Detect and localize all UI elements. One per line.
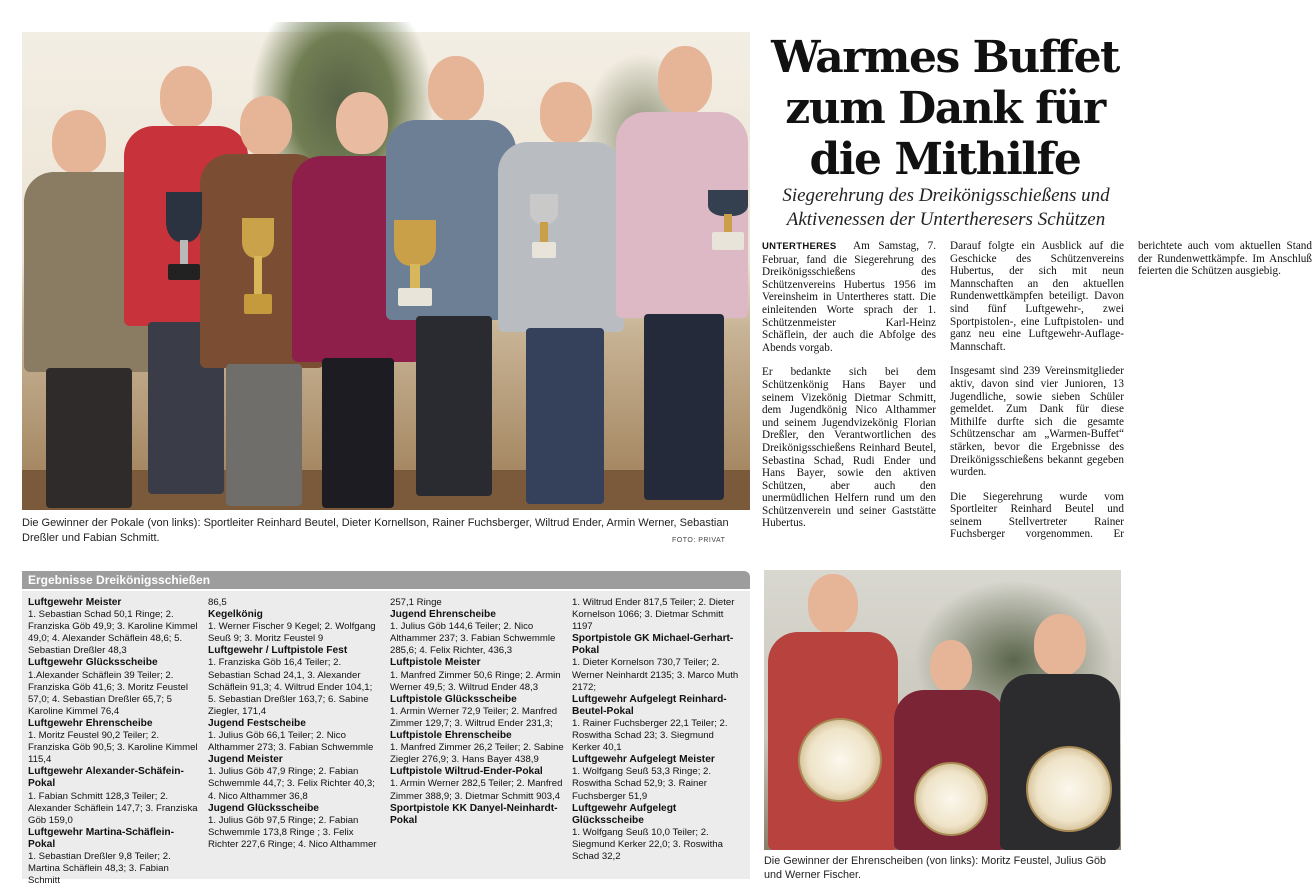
- result-entry: 1. Wiltrud Ender 817,5 Teiler; 2. Dieter Kornelson 1066; 3. Dietmar Schmitt 1197: [572, 597, 735, 633]
- result-entry: 1. Julius Göb 97,5 Ringe; 2. Fabian Schwemmle 173,8 Ringe ; 3. Felix Richter 227,6 Ringe; 4. Nico Althammer: [208, 814, 377, 850]
- trophy: [162, 172, 206, 282]
- target-disc: [798, 718, 882, 802]
- article-paragraph: Darauf folgte ein Ausblick auf die Geschicke des Schützenvereins Hubertus, der sich mit neun Mannschaften an den aktuellen Rundenwettkämpfen beteiligt. Davon sind fünf Luftgewehr-, zwei Sportpistolen-, eine Luftpistolen- und ganz neu eine Luftgewehr-Auflage-Mannschaft.: [950, 240, 1124, 353]
- result-entry: 1. Julius Göb 47,9 Ringe; 2. Fabian Schwemmle 44,7; 3. Felix Richter 40,3; 4. Nico Althammer 36,8: [208, 766, 375, 802]
- result-category: Luftpistole Wiltrud-Ender-Pokal: [390, 766, 543, 778]
- trophy: [528, 182, 560, 262]
- results-column: [208, 597, 382, 851]
- result-category: Luftgewehr Glücksscheibe: [28, 657, 158, 669]
- result-entry: 1. Manfred Zimmer 26,2 Teiler; 2. Sabine Ziegler 276,9; 3. Hans Bayer 438,9: [390, 742, 564, 766]
- article-paragraph: Die Siegerehrung wurde vom Sportleiter Reinhard Beutel und seinem Stellvertreter Rainer Fuchsberger vorgenommen. Er berichtete auch vom aktuellen Stand der Rundenwettkämpfe. Im Anschluß feierten die Schützen ausgiebig.: [950, 240, 1312, 541]
- article-paragraph: Er bedankte sich bei dem Schützenkönig Hans Bayer und seinem Vizekönig Dietmar Schmitt, dem Jugendkönig Nico Althammer und seinem Jugendvizekönig Florian Dreßler, den Verantwortlichen des Dreikönigsschießens Reinhard Beutel, Sebastina Schad, Rudi Ender und Hans Bayer, sowie den aktiven Schützen, aber auch den unermüdlichen Helfern rund um den Schützenverein und seiner Gaststätte Hubertus.: [762, 366, 936, 530]
- second-photo-caption: Die Gewinner der Ehrenscheiben (von links): Moritz Feustel, Julius Göb und Werner Fischer.: [764, 855, 1107, 881]
- result-entry: 1.Alexander Schäflein 39 Teiler; 2. Franziska Göb 41,6; 3. Moritz Feustel 57,0; 4. Sebastian Dreßler 65,7; 5 Karoline Kimmel 76,4: [28, 669, 188, 717]
- result-entry: 1. Armin Werner 72,9 Teiler; 2. Manfred Zimmer 129,7; 3. Wiltrud Ender 231,3;: [390, 705, 558, 729]
- result-entry: 1. Julius Göb 66,1 Teiler; 2. Nico Althammer 273; 3. Fabian Schwemmle: [208, 730, 374, 754]
- result-entry: 1. Werner Fischer 9 Kegel; 2. Wolfgang Seuß 9; 3. Moritz Feustel 9: [208, 621, 376, 645]
- result-category: Luftgewehr Ehrenscheibe: [28, 717, 153, 729]
- result-entry: 1. Fabian Schmitt 128,3 Teiler; 2. Alexander Schäflein 147,7; 3. Franziska Göb 159,0: [28, 790, 198, 826]
- result-category: Jugend Meister: [208, 754, 283, 766]
- result-category: Luftgewehr / Luftpistole Fest: [208, 645, 348, 657]
- person-figure: [768, 574, 898, 850]
- result-category: Luftpistole Ehrenscheibe: [390, 730, 512, 742]
- result-entry: 86,5: [208, 597, 227, 608]
- main-photo-caption: Die Gewinner der Pokale (von links): Sportleiter Reinhard Beutel, Dieter Kornellson, Rainer Fuchsberger, Wiltrud Ender, Armin Werner, Sebastian Dreßler und Fabian Schmitt.: [22, 517, 729, 544]
- result-entry: 1. Julius Göb 144,6 Teiler; 2. Nico Althammer 237; 3. Fabian Schwemmle 285,6; 4. Felix Richter, 436,3: [390, 621, 556, 657]
- result-category: Luftpistole Glücksscheibe: [390, 693, 517, 705]
- result-entry: 1. Dieter Kornelson 730,7 Teiler; 2. Werner Neinhardt 2135; 3. Marco Muth 2172;: [572, 657, 739, 693]
- result-category: Kegelkönig: [208, 609, 263, 621]
- photo-credit: FOTO: PRIVAT: [672, 537, 726, 544]
- result-category: Luftpistole Meister: [390, 657, 481, 669]
- result-entry: 1. Wolfgang Seuß 53,3 Ringe; 2. Roswitha Schad 52,9; 3. Rainer Fuchsberger 51,9: [572, 766, 712, 802]
- result-entry: 1. Moritz Feustel 90,2 Teiler; 2. Franziska Göb 90,5; 3. Karoline Kimmel 115,4: [28, 730, 198, 766]
- result-category: Sportpistole GK Michael-Gerhart-Pokal: [572, 633, 734, 657]
- headline-line: Warmes Buffet: [771, 32, 1119, 83]
- headline: [770, 32, 1120, 185]
- dateline: UNTERTHERES: [762, 241, 837, 252]
- result-category: Luftgewehr Aufgelegt Reinhard-Beutel-Pokal: [572, 693, 727, 717]
- second-photo: [764, 570, 1121, 850]
- results-header: Ergebnisse Dreikönigsschießen: [22, 571, 750, 589]
- headline-line: die Mithilfe: [809, 134, 1081, 185]
- person-figure: [614, 46, 750, 506]
- results-box: [22, 591, 750, 887]
- result-category: Jugend Festscheibe: [208, 717, 306, 729]
- article-paragraph-text: Am Samstag, 7. Februar, fand die Siegerehrung des Dreikönigsschießens des Schützenvereins Hubertus 1956 im Vereinsheim in Untertheres statt. Die einleitenden Worte sprach der 1. Schützenmeister Karl-Heinz Schäflein, der auch die Abfolge des Abends vorgab.: [762, 240, 936, 354]
- person-figure: [498, 82, 628, 506]
- article-paragraph: Insgesamt sind 239 Vereinsmitglieder aktiv, davon sind vier Junioren, 13 Jugendliche, sowie sieben Schüler gemeldet. Zum Dank für diese Mithilfe durfte sich die gesamte Schützenschar am „Warmen-Buffet“ stärken, bevor die Ergebnisse des Dreikönigsschießens bekannt gegeben wurden.: [950, 365, 1124, 479]
- result-category: Jugend Ehrenscheibe: [390, 609, 496, 621]
- result-entry: 1. Armin Werner 282,5 Teiler; 2. Manfred Zimmer 388,9; 3. Dietmar Schmitt 903,4: [390, 778, 563, 802]
- trophy: [390, 208, 440, 308]
- result-entry: 1. Sebastian Dreßler 9,8 Teiler; 2. Martina Schäflein 48,3; 3. Fabian Schmitt: [28, 850, 171, 887]
- result-category: Luftgewehr Meister: [28, 597, 122, 608]
- result-entry: 1. Manfred Zimmer 50,6 Ringe; 2. Armin Werner 49,5; 3. Wiltrud Ender 48,3: [390, 669, 561, 693]
- headline-line: zum Dank für: [785, 83, 1105, 134]
- result-entry: 1. Franziska Göb 16,4 Teiler; 2. Sebastian Schad 24,1, 3. Alexander Schäflein 91,3; 4. Wiltrud Ender 104,1; 5. Sebastian Dreßler 163,7; 6. Sabine Ziegler, 171,4: [208, 657, 373, 717]
- results-column: [28, 597, 200, 887]
- article-paragraph: [762, 240, 936, 354]
- results-column: [572, 597, 744, 863]
- target-disc: [914, 762, 988, 836]
- article-body: [762, 240, 1312, 550]
- result-category: Luftgewehr Martina-Schäflein-Pokal: [28, 826, 175, 850]
- target-disc: [1026, 746, 1112, 832]
- main-photo: [22, 32, 750, 510]
- result-category: Luftgewehr Alexander-Schäfein-Pokal: [28, 766, 184, 790]
- trophy: [238, 208, 278, 318]
- result-entry: 1. Wolfgang Seuß 10,0 Teiler; 2. Siegmund Kerker 22,0; 3. Roswitha Schad 32,2: [572, 826, 723, 862]
- result-entry: 257,1 Ringe: [390, 597, 442, 608]
- result-category: Luftgewehr Aufgelegt Glücksscheibe: [572, 802, 677, 826]
- subheadline: Siegerehrung des Dreikönigsschießens und Aktivenessen der Untertheresers Schützen: [782, 185, 1110, 230]
- result-category: Luftgewehr Aufgelegt Meister: [572, 754, 715, 766]
- result-entry: 1. Rainer Fuchsberger 22,1 Teiler; 2. Roswitha Schad 23; 3. Siegmund Kerker 40,1: [572, 717, 728, 754]
- result-category: Jugend Glücksscheibe: [208, 802, 319, 814]
- result-category: Sportpistole KK Danyel-Neinhardt-Pokal: [390, 802, 558, 826]
- result-entry: 1. Sebastian Schad 50,1 Ringe; 2. Franziska Göb 49,9; 3. Karoline Kimmel 49,0; 4. Alexander Schäflein 48,6; 5. Sebastian Dreßler 48,3: [28, 609, 198, 657]
- trophy: [706, 174, 750, 254]
- results-column: [390, 597, 564, 827]
